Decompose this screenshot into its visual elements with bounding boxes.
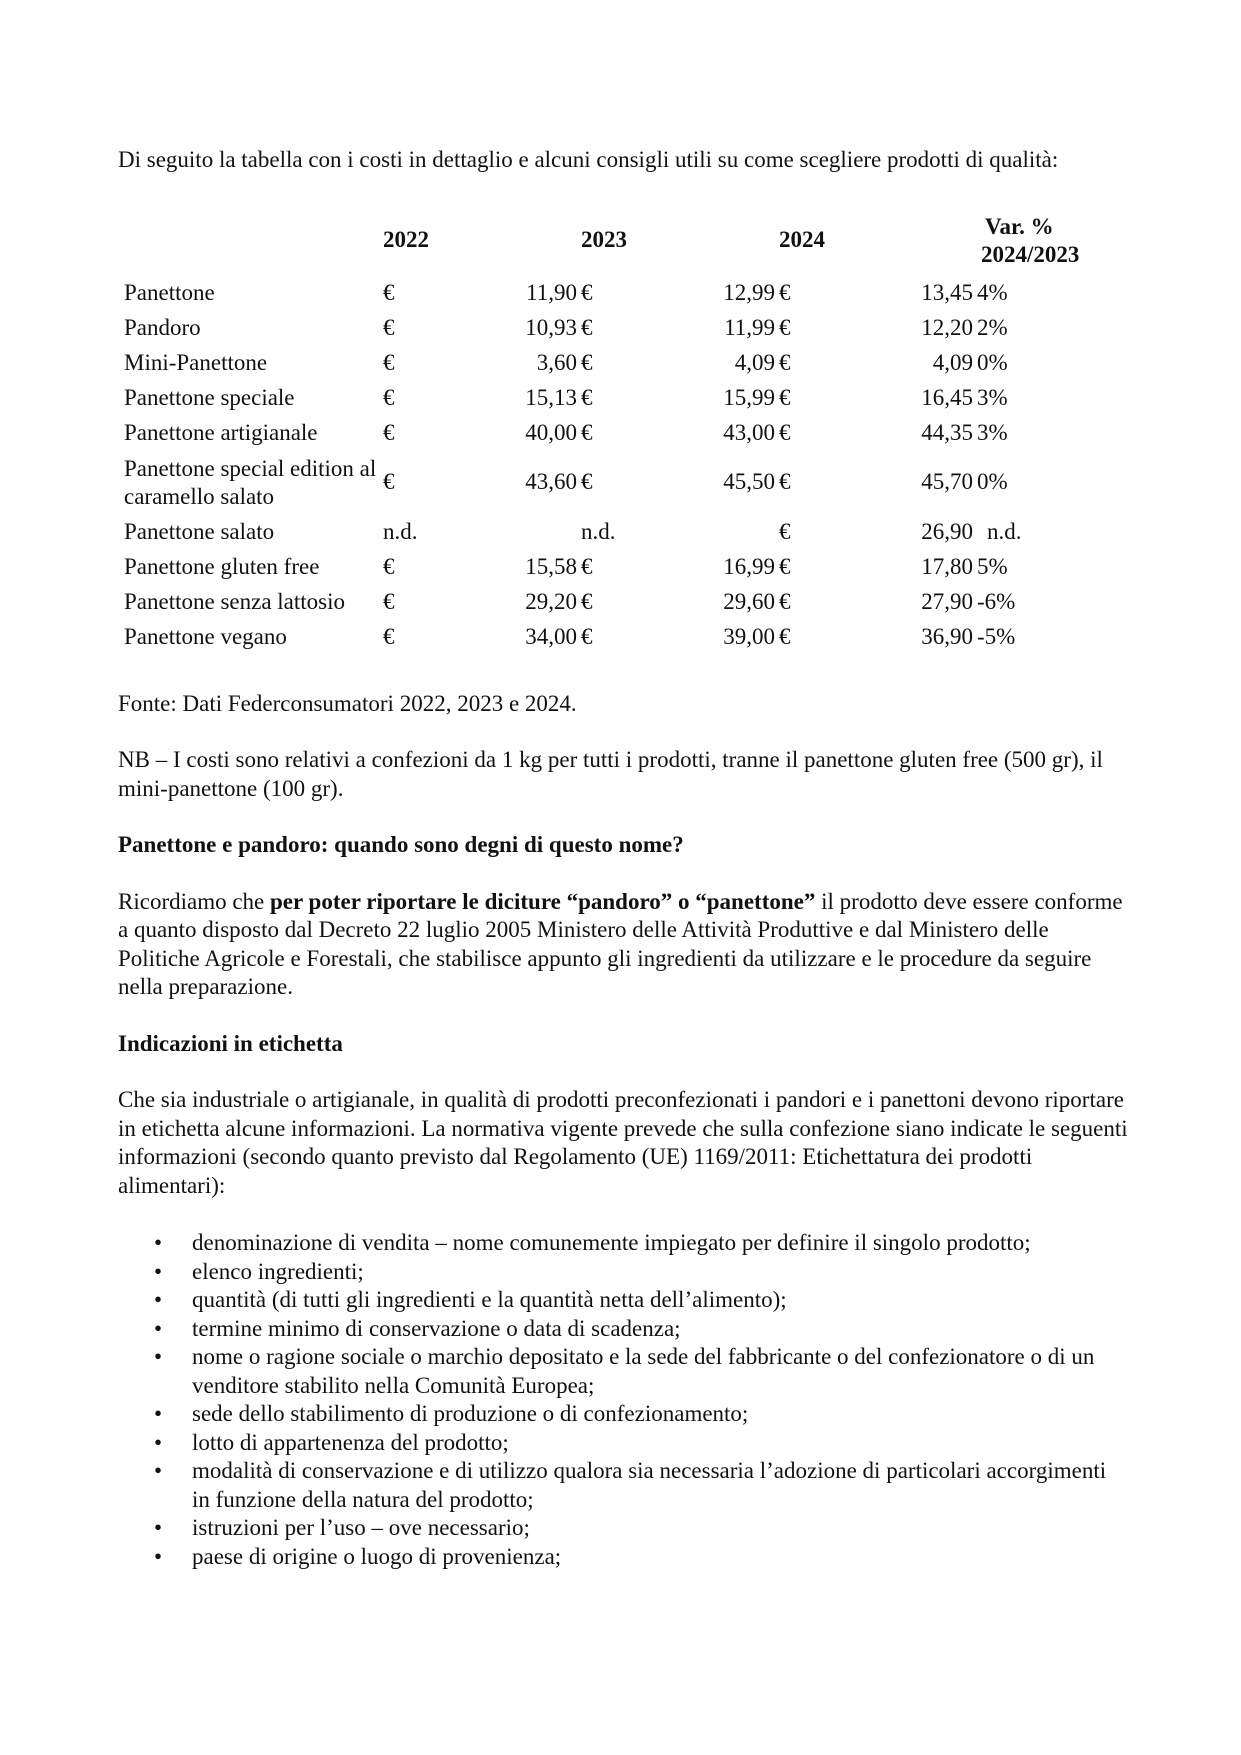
bullet-icon: •: [154, 1429, 163, 1455]
list-item-text: nome o ragione sociale o marchio depositato e la sede del fabbricante o del confezionatore o di un venditore stabilito nella Comunità Europea;: [192, 1344, 1095, 1398]
currency-2022: €: [383, 419, 395, 445]
price-2024: 26,90: [921, 518, 973, 544]
decree-paragraph-bold: per poter riportare le diciture “pandoro” o “panettone”: [270, 888, 816, 914]
price-2024: 36,90: [921, 623, 973, 649]
list-item: [154, 1286, 1128, 1315]
currency-2024: €: [779, 469, 791, 495]
currency-2022: €: [383, 623, 395, 649]
price-2023: 15,99: [723, 384, 775, 410]
variation: 3%: [977, 419, 1008, 445]
price-2024: 4,09: [932, 349, 973, 375]
list-item-text: sede dello stabilimento di produzione o di confezionamento;: [192, 1401, 749, 1426]
intro-paragraph: Di seguito la tabella con i costi in dettaglio e alcuni consigli utili su come scegliere prodotti di qualità:: [118, 147, 1059, 172]
currency-2022: €: [383, 588, 395, 614]
price-2023: 16,99: [723, 553, 775, 579]
bullet-icon: •: [154, 1543, 163, 1569]
header-2022: 2022: [383, 227, 429, 253]
table-row: [120, 276, 1107, 311]
product-name: Panettone artigianale: [124, 420, 318, 445]
currency-2024: €: [779, 349, 791, 375]
header-2023: 2023: [581, 227, 627, 253]
variation: 0%: [977, 469, 1008, 495]
price-2022: 15,58: [525, 553, 577, 579]
section-heading-labels: Indicazioni in etichetta: [118, 1030, 343, 1056]
table-row: [120, 620, 1107, 655]
currency-2024: €: [779, 518, 791, 544]
price-2024: 16,45: [921, 384, 973, 410]
currency-2023: €: [581, 588, 593, 614]
variation: 4%: [977, 279, 1008, 305]
bullet-icon: •: [154, 1344, 163, 1369]
product-name: Panettone gluten free: [124, 554, 320, 579]
price-2022: 43,60: [525, 469, 577, 495]
price-2023: 12,99: [723, 279, 775, 305]
table-row: [120, 311, 1107, 346]
list-item: [154, 1229, 1128, 1258]
product-name: Mini-Panettone: [124, 350, 268, 375]
list-item: [154, 1258, 1128, 1287]
table-row: [120, 585, 1107, 620]
section-heading-names: Panettone e pandoro: quando sono degni di questo nome?: [118, 832, 684, 857]
list-item-text: denominazione di vendita – nome comunemente impiegato per definire il singolo prodotto;: [192, 1230, 1031, 1255]
bullet-icon: •: [154, 1287, 163, 1312]
currency-2022: €: [383, 279, 395, 305]
price-2022: 10,93: [525, 314, 577, 340]
variation: 2%: [977, 314, 1008, 340]
product-name: Panettone: [124, 280, 215, 305]
list-item-text: elenco ingredienti;: [192, 1258, 364, 1284]
header-variation-line1: Var. %: [985, 213, 1054, 239]
currency-2024: €: [779, 623, 791, 649]
product-name: Pandoro: [124, 315, 201, 340]
variation: 5%: [977, 553, 1008, 579]
list-item-text: istruzioni per l’uso – ove necessario;: [192, 1515, 530, 1540]
currency-2023: €: [581, 384, 593, 410]
currency-2024: €: [779, 588, 791, 614]
price-table: [120, 206, 1107, 655]
table-row: [120, 550, 1107, 585]
bullet-icon: •: [154, 1315, 163, 1341]
list-item: [154, 1343, 1128, 1400]
table-row: [120, 416, 1107, 451]
bullet-icon: •: [154, 1258, 163, 1284]
product-name: Panettone speciale: [124, 385, 295, 410]
price-2024: 17,80: [921, 553, 973, 579]
labeling-paragraph: Che sia industriale o artigianale, in qualità di prodotti preconfezionati i pandori e i panettoni devono riportare in etichetta alcune informazioni. La normativa vigente prevede che sulla confezione siano indicate le seguenti informazioni (secondo quanto previsto dal Regolamento (UE) 1169/2011: Etichettatura dei prodotti alimentari):: [118, 1087, 1128, 1198]
price-2022: 29,20: [525, 588, 577, 614]
variation: n.d.: [987, 518, 1022, 544]
list-item-text: quantità (di tutti gli ingredienti e la quantità netta dell’alimento);: [192, 1287, 787, 1312]
product-name: Panettone special edition al caramello salato: [124, 455, 377, 509]
list-item: [154, 1315, 1128, 1344]
price-2022: 3,60: [536, 349, 577, 375]
bullet-icon: •: [154, 1458, 163, 1483]
variation: 3%: [977, 384, 1008, 410]
currency-2024: €: [779, 419, 791, 445]
currency-2024: €: [779, 279, 791, 305]
list-item: [154, 1429, 1128, 1458]
currency-2024: €: [779, 314, 791, 340]
currency-2023: €: [581, 469, 593, 495]
table-row: [120, 346, 1107, 381]
currency-2022: €: [383, 384, 395, 410]
list-item-text: termine minimo di conservazione o data di scadenza;: [192, 1315, 681, 1341]
price-2023: [641, 515, 775, 550]
currency-2024: €: [779, 384, 791, 410]
table-row: [120, 381, 1107, 416]
label-requirements-list: [118, 1229, 1128, 1571]
product-name: Panettone senza lattosio: [124, 589, 345, 614]
decree-paragraph-post: il prodotto deve essere conforme a quanto disposto dal Decreto 22 luglio 2005 Ministero delle Attività Produttive e dal Ministero delle Politiche Agricole e Forestali, che stabilisce appunto gli ingredienti da utilizzare e le procedure da seguire nella preparazione.: [118, 888, 1123, 999]
header-variation: [973, 206, 1107, 276]
list-item: [154, 1514, 1128, 1543]
price-2024: 44,35: [921, 419, 973, 445]
decree-paragraph: [118, 888, 1128, 1002]
product-name: Panettone vegano: [124, 624, 287, 649]
currency-2023: €: [581, 419, 593, 445]
price-2023: 4,09: [734, 349, 775, 375]
variation: -6%: [977, 588, 1016, 614]
price-2022: [443, 515, 577, 550]
price-2022: 40,00: [525, 419, 577, 445]
currency-2023: €: [581, 553, 593, 579]
currency-2023: €: [581, 349, 593, 375]
price-2024: 45,70: [921, 469, 973, 495]
price-2022: 15,13: [525, 384, 577, 410]
variation: 0%: [977, 349, 1008, 375]
price-2024: 27,90: [921, 588, 973, 614]
currency-2024: €: [779, 553, 791, 579]
nb-note: NB – I costi sono relativi a confezioni da 1 kg per tutti i prodotti, tranne il panettone gluten free (500 gr), il mini-panettone (100 gr).: [118, 747, 1103, 801]
currency-2023: €: [581, 314, 593, 340]
price-2023: 29,60: [723, 588, 775, 614]
header-variation-line2: 2024/2023: [981, 241, 1080, 267]
price-2023: 11,99: [724, 314, 775, 340]
table-row: [120, 451, 1107, 515]
product-name: Panettone salato: [124, 519, 275, 544]
list-item: [154, 1457, 1128, 1514]
currency-2022: €: [383, 314, 395, 340]
bullet-icon: •: [154, 1515, 163, 1540]
price-2023: 39,00: [723, 623, 775, 649]
decree-paragraph-pre: Ricordiamo che: [118, 888, 271, 914]
price-2024: 13,45: [921, 279, 973, 305]
currency-2022: €: [383, 553, 395, 579]
currency-2023: €: [581, 623, 593, 649]
list-item: [154, 1543, 1128, 1572]
currency-2023: n.d.: [581, 518, 616, 544]
currency-2023: €: [581, 279, 593, 305]
header-2024: 2024: [779, 227, 825, 253]
table-header-row: [120, 206, 1107, 276]
currency-2022: €: [383, 469, 395, 495]
list-item: [154, 1400, 1128, 1429]
currency-2022: €: [383, 349, 395, 375]
currency-2022: n.d.: [383, 518, 418, 544]
document-page: [118, 146, 1128, 1571]
list-item-text: modalità di conservazione e di utilizzo qualora sia necessaria l’adozione di particolari accorgimenti in funzione della natura del prodotto;: [192, 1458, 1107, 1512]
variation: -5%: [977, 623, 1016, 649]
price-2023: 43,00: [723, 419, 775, 445]
table-row: [120, 515, 1107, 550]
source-note: Fonte: Dati Federconsumatori 2022, 2023 e 2024.: [118, 690, 577, 716]
header-product: [120, 206, 379, 276]
price-2022: 11,90: [526, 279, 577, 305]
bullet-icon: •: [154, 1401, 163, 1426]
price-2024: 12,20: [921, 314, 973, 340]
list-item-text: lotto di appartenenza del prodotto;: [192, 1429, 509, 1455]
bullet-icon: •: [154, 1230, 163, 1255]
list-item-text: paese di origine o luogo di provenienza;: [192, 1543, 562, 1569]
price-2022: 34,00: [525, 623, 577, 649]
price-2023: 45,50: [723, 469, 775, 495]
